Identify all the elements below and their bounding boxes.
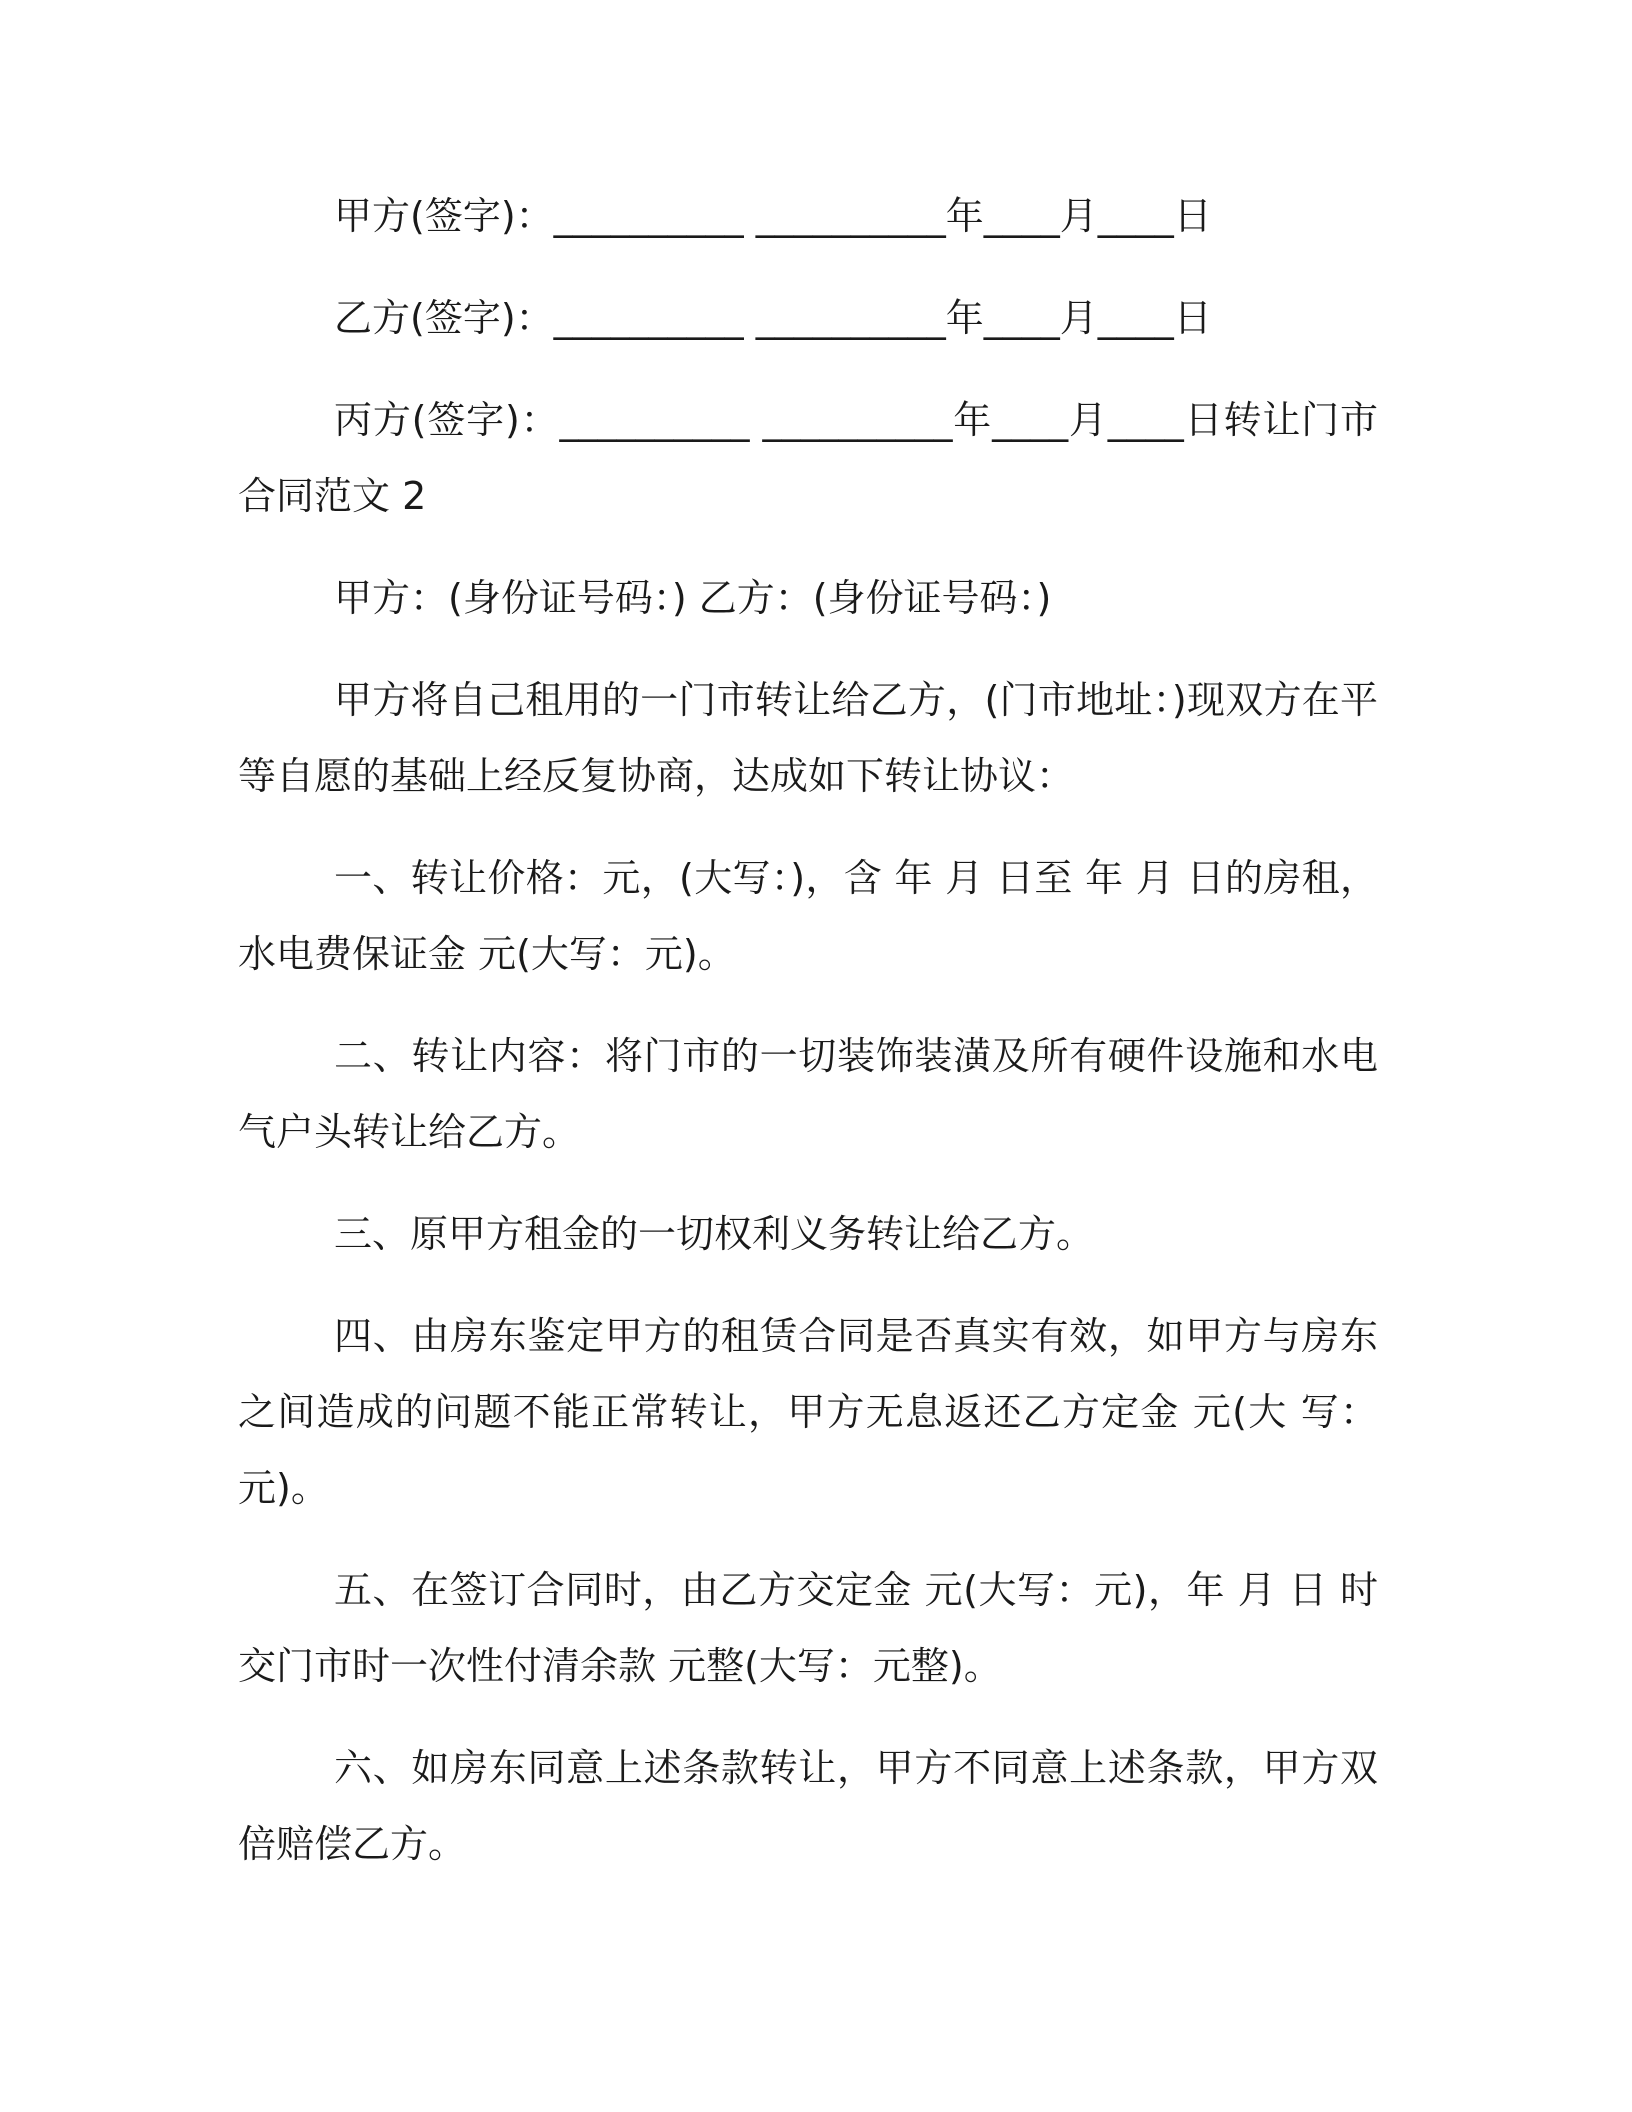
clause-3-rights: 三、原甲方租金的一切权利义务转让给乙方。 — [334, 1212, 1095, 1256]
parties-id-line: 甲方：(身份证号码：) 乙方：(身份证号码：) — [334, 576, 1052, 620]
intro-paragraph: 甲方将自己租用的一门市转让给乙方，(门市地址：)现双方在平等自愿的基础上经反复协商，达成如下转让协议： — [238, 678, 1378, 798]
clause-5-deposit: 五、在签订合同时，由乙方交定金 元(大写：元)，年 月 日 时交门市时一次性付清余款 元整(大写：元整)。 — [238, 1568, 1378, 1688]
clause-4-verification: 四、由房东鉴定甲方的租赁合同是否真实有效，如甲方与房东之间造成的问题不能正常转让，甲方无息返还乙方定金 元(大 写：元)。 — [238, 1314, 1378, 1510]
party-b-signature-line: 乙方(签字)：__________ __________年____月____日 — [334, 296, 1212, 340]
clause-1-price: 一、转让价格：元，(大写：)，含 年 月 日至 年 月 日的房租，水电费保证金 元(大写：元)。 — [238, 856, 1378, 976]
party-a-signature-line: 甲方(签字)：__________ __________年____月____日 — [334, 194, 1212, 238]
party-c-signature-and-title: 丙方(签字)：__________ __________年____月____日转让门市合同范文 2 — [238, 398, 1378, 518]
document-page — [238, 178, 1378, 1908]
clause-6-compensation: 六、如房东同意上述条款转让，甲方不同意上述条款，甲方双倍赔偿乙方。 — [238, 1746, 1378, 1866]
clause-2-content: 二、转让内容：将门市的一切装饰装潢及所有硬件设施和水电气户头转让给乙方。 — [238, 1034, 1378, 1154]
